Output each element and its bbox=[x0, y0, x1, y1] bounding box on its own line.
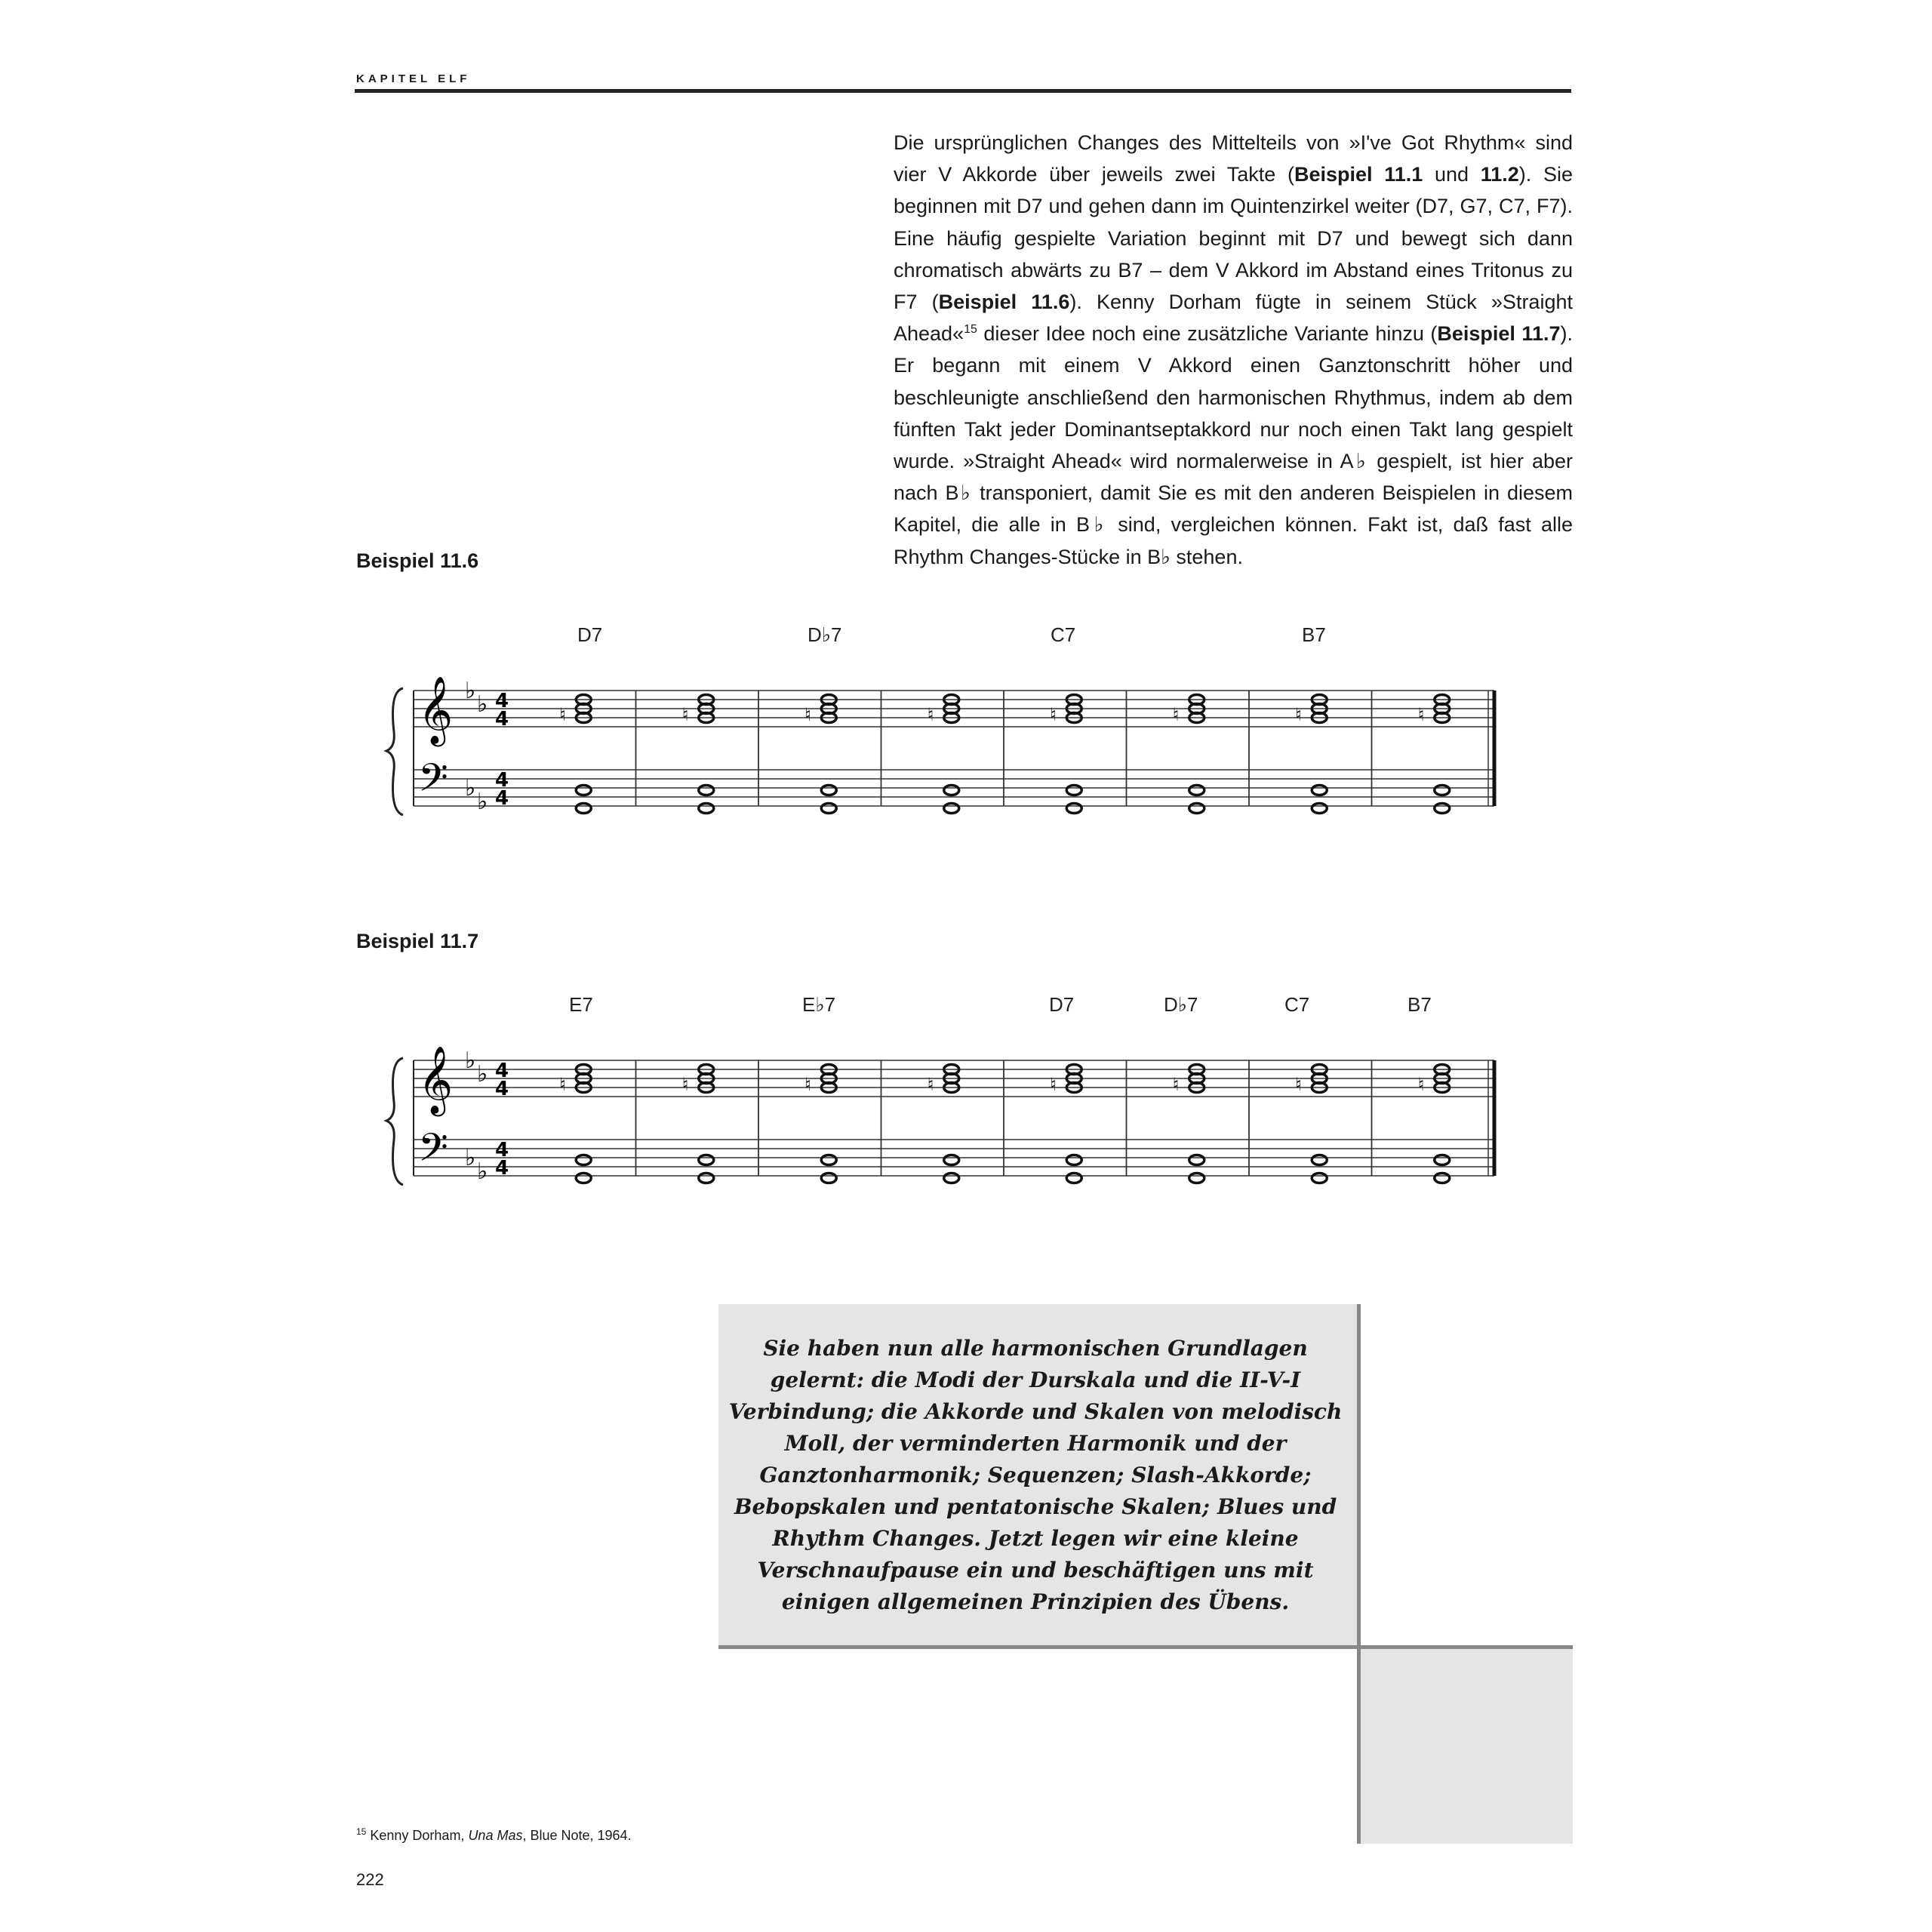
example-label-11-7: Beispiel 11.7 bbox=[356, 930, 479, 952]
whole-note bbox=[1189, 804, 1204, 814]
whole-note bbox=[1066, 786, 1081, 795]
header-rule bbox=[355, 89, 1571, 93]
chord-symbol: C7 bbox=[1051, 623, 1076, 646]
chord-symbol: C7 bbox=[1284, 993, 1310, 1016]
example-ref-11-7: Beispiel 11.7 bbox=[1437, 322, 1561, 346]
time-signature: 4 bbox=[495, 690, 509, 712]
whole-note bbox=[944, 786, 959, 795]
footnote bbox=[356, 1826, 632, 1844]
treble-clef-icon: 𝄞 bbox=[418, 1046, 454, 1114]
whole-note bbox=[821, 786, 836, 795]
brace bbox=[386, 688, 403, 815]
accidental-icon: ♮ bbox=[681, 704, 689, 725]
footnote-number: 15 bbox=[356, 1826, 367, 1837]
whole-note bbox=[1312, 1174, 1327, 1183]
time-signature: 4 bbox=[495, 708, 509, 731]
body-text-4: ). Kenny Dorham fügte in seinem Stück »Straight Ahead« bbox=[894, 291, 1573, 346]
music-example-11-6 bbox=[385, 619, 1502, 838]
whole-note bbox=[1189, 786, 1204, 795]
whole-note bbox=[1066, 1155, 1081, 1165]
chord-symbol: E♭7 bbox=[802, 993, 836, 1016]
example-label-11-6: Beispiel 11.6 bbox=[356, 549, 479, 572]
footnote-marker: 15 bbox=[964, 323, 977, 337]
accidental-icon: ♮ bbox=[927, 1074, 934, 1095]
whole-note bbox=[821, 1155, 836, 1165]
whole-note bbox=[1066, 1174, 1081, 1183]
body-text-2: und bbox=[1423, 163, 1481, 186]
whole-note bbox=[576, 1155, 591, 1165]
accidental-icon: ♮ bbox=[559, 1074, 566, 1095]
whole-note bbox=[1189, 1174, 1204, 1183]
whole-note bbox=[1066, 804, 1081, 814]
flat-icon: ♭ bbox=[465, 1048, 476, 1074]
time-signature: 4 bbox=[495, 1157, 509, 1180]
time-signature: 4 bbox=[495, 1078, 509, 1100]
time-signature: 4 bbox=[495, 769, 509, 792]
whole-note bbox=[821, 804, 836, 814]
body-text-5: dieser Idee noch eine zusätzliche Variante hinzu ( bbox=[977, 322, 1438, 346]
footnote-rest: , Blue Note, 1964. bbox=[522, 1828, 632, 1843]
page-number: 222 bbox=[356, 1870, 384, 1889]
accidental-icon: ♮ bbox=[927, 704, 934, 725]
bass-clef-icon: 𝄢 bbox=[418, 755, 448, 810]
music-example-11-7 bbox=[385, 989, 1502, 1208]
accidental-icon: ♮ bbox=[804, 704, 811, 725]
whole-note bbox=[699, 1174, 714, 1183]
body-text-6: ). Er begann mit einem V Akkord einen Ganztonschritt höher und beschleunigte anschließend den harmonischen Rhythmus, indem ab dem fünften Takt jeder Dominantseptakkord nur noch einen Takt lang gespielt wurde. »Straight Ahead« wird normalerweise in A♭ gespielt, ist hier aber nach B♭ transponiert, damit Sie es mit den anderen Beispielen in diesem Kapitel, die alle in B♭ sind, vergleichen können. Fakt ist, daß fast alle Rhythm Changes-Stücke in B♭ stehen. bbox=[894, 322, 1573, 568]
accidental-icon: ♮ bbox=[1417, 1074, 1425, 1095]
accidental-icon: ♮ bbox=[1050, 1074, 1057, 1095]
callout-text: Sie haben nun alle harmonischen Grundlagen gelernt: die Modi der Durskala und die II-V-I Verbindung; die Akkorde und Skalen von melodisch Moll, der verminderten Harmonik und der Ganztonharmonik; Sequenzen; Slash-Akkorde; Bebopskalen und pentatonische Skalen; Blues und Rhythm Changes. Jetzt legen wir eine kleine Verschnaufpause ein und beschäftigen uns mit einigen allgemeinen Prinzipien des Übens. bbox=[728, 1336, 1343, 1614]
footnote-album: Una Mas bbox=[468, 1828, 523, 1843]
whole-note bbox=[944, 804, 959, 814]
accidental-icon: ♮ bbox=[1172, 704, 1180, 725]
callout-corner-box bbox=[1361, 1649, 1573, 1844]
chord-symbol: D7 bbox=[1049, 993, 1075, 1016]
chord-symbol: B7 bbox=[1302, 623, 1326, 646]
flat-icon: ♭ bbox=[477, 1158, 488, 1185]
whole-note bbox=[699, 804, 714, 814]
example-ref-11-6: Beispiel 11.6 bbox=[938, 291, 1070, 314]
bass-clef-icon: 𝄢 bbox=[418, 1124, 448, 1180]
whole-note bbox=[576, 1174, 591, 1183]
accidental-icon: ♮ bbox=[1050, 704, 1057, 725]
treble-clef-icon: 𝄞 bbox=[418, 676, 454, 744]
chord-symbol: D7 bbox=[577, 623, 603, 646]
whole-note bbox=[1435, 1155, 1450, 1165]
flat-icon: ♭ bbox=[477, 691, 488, 718]
whole-note bbox=[576, 804, 591, 814]
whole-note bbox=[1435, 786, 1450, 795]
chord-symbol: B7 bbox=[1407, 993, 1432, 1016]
body-text-3: ). Sie beginnen mit D7 und gehen dann im Quintenzirkel weiter (D7, G7, C7, F7). Eine häufig gespielte Variation beginnt mit D7 und bewegt sich dann chromatisch abwärts zu B7 – dem V Akkord im Abstand eines Tritonus zu F7 ( bbox=[894, 163, 1573, 314]
accidental-icon: ♮ bbox=[681, 1074, 689, 1095]
whole-note bbox=[1312, 1155, 1327, 1165]
accidental-icon: ♮ bbox=[559, 704, 566, 725]
brace bbox=[386, 1058, 403, 1185]
accidental-icon: ♮ bbox=[1295, 1074, 1302, 1095]
flat-icon: ♭ bbox=[477, 1061, 488, 1088]
chord-symbol: E7 bbox=[569, 993, 593, 1016]
flat-icon: ♭ bbox=[477, 789, 488, 815]
chapter-header: KAPITEL ELF bbox=[356, 72, 471, 85]
chord-symbol: D♭7 bbox=[808, 623, 842, 646]
accidental-icon: ♮ bbox=[804, 1074, 811, 1095]
accidental-icon: ♮ bbox=[1172, 1074, 1180, 1095]
time-signature: 4 bbox=[495, 787, 509, 810]
whole-note bbox=[1435, 1174, 1450, 1183]
example-ref-11-1: Beispiel 11.1 bbox=[1294, 163, 1423, 186]
chord-symbol: D♭7 bbox=[1164, 993, 1198, 1016]
accidental-icon: ♮ bbox=[1417, 704, 1425, 725]
whole-note bbox=[699, 1155, 714, 1165]
accidental-icon: ♮ bbox=[1295, 704, 1302, 725]
whole-note bbox=[1189, 1155, 1204, 1165]
whole-note bbox=[821, 1174, 836, 1183]
flat-icon: ♭ bbox=[465, 678, 476, 704]
whole-note bbox=[1435, 804, 1450, 814]
footnote-author: Kenny Dorham, bbox=[370, 1828, 469, 1843]
body-text-1: Die ursprünglichen Changes des Mittelteils von »I've Got Rhythm« sind vier V Akkorde über jeweils zwei Takte ( bbox=[894, 131, 1573, 186]
whole-note bbox=[944, 1155, 959, 1165]
whole-note bbox=[1312, 786, 1327, 795]
whole-note bbox=[576, 786, 591, 795]
example-ref-11-2: 11.2 bbox=[1480, 163, 1519, 186]
whole-note bbox=[1312, 804, 1327, 814]
time-signature: 4 bbox=[495, 1060, 509, 1082]
whole-note bbox=[944, 1174, 959, 1183]
body-paragraph bbox=[894, 127, 1573, 573]
flat-icon: ♭ bbox=[465, 775, 476, 801]
whole-note bbox=[699, 786, 714, 795]
time-signature: 4 bbox=[495, 1139, 509, 1161]
flat-icon: ♭ bbox=[465, 1145, 476, 1171]
